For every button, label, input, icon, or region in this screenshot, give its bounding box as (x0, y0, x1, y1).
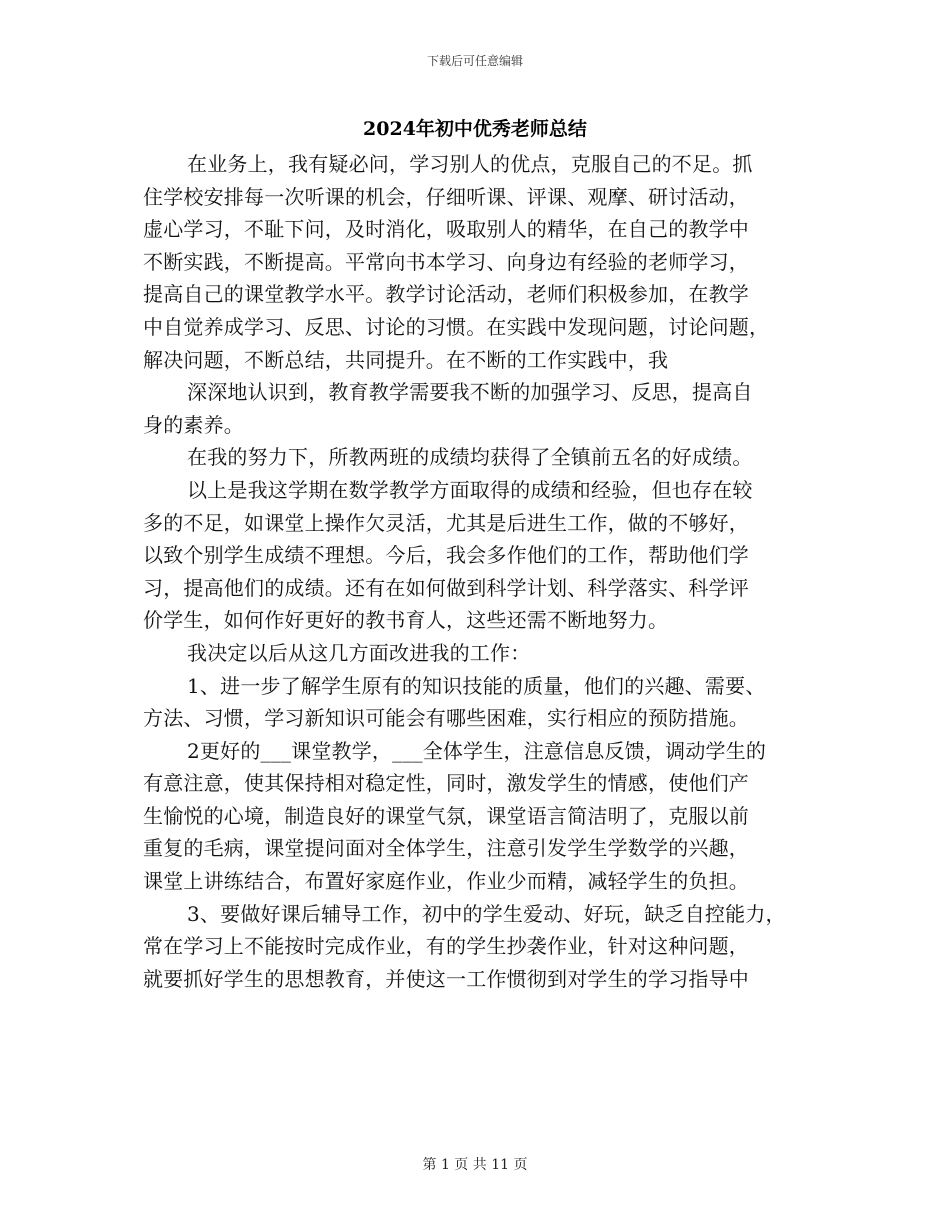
body-line: 常在学习上不能按时完成作业，有的学生抄袭作业，针对这种问题， (143, 934, 749, 959)
body-line: 生愉悦的心境，制造良好的课堂气氛，课堂语言简洁明了，克服以前 (143, 803, 749, 828)
body-line: 虚心学习，不耻下问，及时消化，吸取别人的精华，在自己的教学中 (143, 217, 749, 242)
body-line: 我决定以后从这几方面改进我的工作： (187, 640, 531, 665)
body-line: 习，提高他们的成绩。还有在如何做到科学计划、科学落实、科学评 (143, 575, 749, 600)
body-line: 解决问题，不断总结，共同提升。在不断的工作实践中，我 (143, 347, 669, 372)
body-line: 在业务上，我有疑必问，学习别人的优点，克服自己的不足。抓 (187, 152, 753, 176)
body-line: 提高自己的课堂教学水平。教学讨论活动，老师们积极参加，在教学 (143, 282, 749, 307)
body-line: 住学校安排每一次听课的机会，仔细听课、评课、观摩、研讨活动， (143, 184, 749, 209)
body-line: 1、进一步了解学生原有的知识技能的质量，他们的兴趣、需要、 (187, 673, 766, 698)
body-line: 方法、习惯，学习新知识可能会有哪些困难，实行相应的预防措施。 (143, 706, 749, 731)
body-line: 重复的毛病，课堂提问面对全体学生，注意引发学生学数学的兴趣， (143, 836, 749, 861)
page-header: 下载后可任意编辑 (426, 54, 523, 68)
body-line: 以致个别学生成绩不理想。今后，我会多作他们的工作，帮助他们学 (143, 543, 749, 568)
body-line: 身的素养。 (143, 412, 244, 437)
body-line: 深深地认识到，教育教学需要我不断的加强学习、反思，提高自 (187, 380, 753, 405)
body-line: 就要抓好学生的思想教育，并使这一工作惯彻到对学生的学习指导中 (143, 966, 749, 991)
page-footer: 第 1 页 共 11 页 (422, 1157, 528, 1173)
body-line: 在我的努力下，所教两班的成绩均获得了全镇前五名的好成绩。 (187, 445, 753, 470)
body-line: 不断实践，不断提高。平常向书本学习、向身边有经验的老师学习， (143, 249, 749, 274)
body-line: 2更好的___课堂教学，___全体学生，注意信息反馈，调动学生的 (187, 738, 767, 763)
body-line: 课堂上讲练结合，布置好家庭作业，作业少而精，减轻学生的负担。 (143, 869, 749, 894)
document-title: 2024年初中优秀老师总结 (363, 118, 587, 140)
body-line: 价学生，如何作好更好的教书育人，这些还需不断地努力。 (143, 608, 669, 633)
document-body (143, 148, 833, 995)
body-line: 多的不足，如课堂上操作欠灵活，尤其是后进生工作，做的不够好， (143, 510, 749, 535)
body-line: 3、要做好课后辅导工作，初中的学生爱动、好玩，缺乏自控能力， (187, 901, 786, 926)
body-line: 中自觉养成学习、反思、讨论的习惯。在实践中发现问题，讨论问题， (143, 314, 770, 339)
body-line: 有意注意，使其保持相对稳定性，同时，激发学生的情感，使他们产 (143, 771, 749, 796)
body-line: 以上是我这学期在数学教学方面取得的成绩和经验，但也存在较 (187, 477, 753, 502)
